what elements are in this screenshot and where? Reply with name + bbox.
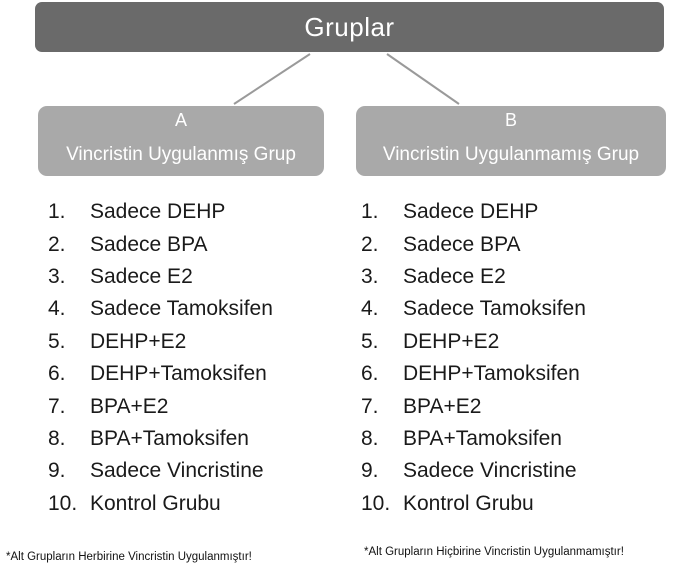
group-a-letter: A <box>174 110 187 130</box>
item-label: Sadece Vincristine <box>403 459 577 483</box>
item-label: Sadece DEHP <box>403 200 539 224</box>
group-node-a <box>38 106 324 176</box>
item-label: DEHP+Tamoksifen <box>403 362 580 386</box>
list-item <box>361 326 586 358</box>
item-number: 10. <box>361 491 391 515</box>
item-number: 1. <box>48 200 66 224</box>
list-item <box>361 261 586 293</box>
item-label: Kontrol Grubu <box>90 491 221 515</box>
item-label: Sadece Vincristine <box>90 459 264 483</box>
connector-root-to-b <box>387 54 459 104</box>
group-a-subgroup-list <box>48 196 273 520</box>
list-item <box>48 261 273 293</box>
item-label: Sadece BPA <box>90 232 208 256</box>
list-item <box>48 196 273 228</box>
root-title: Gruplar <box>304 11 395 42</box>
root-node-gruplar <box>35 2 664 52</box>
item-number: 9. <box>48 459 66 483</box>
item-label: Sadece E2 <box>90 264 193 288</box>
list-item <box>48 488 273 520</box>
item-label: Sadece Tamoksifen <box>90 297 273 321</box>
item-label: Kontrol Grubu <box>403 491 534 515</box>
item-number: 7. <box>48 394 66 418</box>
item-label: BPA+E2 <box>90 394 169 418</box>
item-label: BPA+Tamoksifen <box>90 426 249 450</box>
group-b-title: Vincristin Uygulanmamış Grup <box>382 144 640 165</box>
list-item <box>361 423 586 455</box>
group-b-subgroup-list <box>361 196 586 520</box>
item-label: BPA+Tamoksifen <box>403 426 562 450</box>
item-number: 1. <box>361 200 379 224</box>
item-label: DEHP+E2 <box>403 329 500 353</box>
list-item <box>48 390 273 422</box>
item-label: DEHP+Tamoksifen <box>90 362 267 386</box>
list-item <box>48 358 273 390</box>
item-number: 3. <box>361 264 379 288</box>
list-item <box>48 228 273 260</box>
item-number: 7. <box>361 394 379 418</box>
item-number: 6. <box>48 362 66 386</box>
list-item <box>361 196 586 228</box>
item-label: Sadece DEHP <box>90 200 226 224</box>
list-item <box>361 358 586 390</box>
item-number: 4. <box>361 297 379 321</box>
item-number: 5. <box>361 329 379 353</box>
group-b-footnote: *Alt Grupların Hiçbirine Vincristin Uygulanmamıştır! <box>364 546 624 558</box>
list-item <box>361 488 586 520</box>
list-item <box>361 390 586 422</box>
list-item <box>48 423 273 455</box>
list-item <box>48 293 273 325</box>
item-label: DEHP+E2 <box>90 329 187 353</box>
item-number: 3. <box>48 264 66 288</box>
item-number: 5. <box>48 329 66 353</box>
item-number: 2. <box>48 232 66 256</box>
item-label: Sadece E2 <box>403 264 506 288</box>
list-item <box>361 228 586 260</box>
item-label: BPA+E2 <box>403 394 482 418</box>
group-b-letter: B <box>504 110 517 130</box>
list-item <box>48 455 273 487</box>
item-number: 4. <box>48 297 66 321</box>
item-number: 2. <box>361 232 379 256</box>
item-number: 9. <box>361 459 379 483</box>
item-label: Sadece Tamoksifen <box>403 297 586 321</box>
item-number: 6. <box>361 362 379 386</box>
item-number: 10. <box>48 491 78 515</box>
list-item <box>361 293 586 325</box>
item-number: 8. <box>361 426 379 450</box>
item-label: Sadece BPA <box>403 232 521 256</box>
group-node-b <box>356 106 666 176</box>
group-a-footnote: *Alt Grupların Herbirine Vincristin Uygulanmıştır! <box>6 551 252 563</box>
connector-root-to-a <box>234 54 310 104</box>
group-a-title: Vincristin Uygulanmış Grup <box>66 144 296 165</box>
item-number: 8. <box>48 426 66 450</box>
list-item <box>48 326 273 358</box>
list-item <box>361 455 586 487</box>
